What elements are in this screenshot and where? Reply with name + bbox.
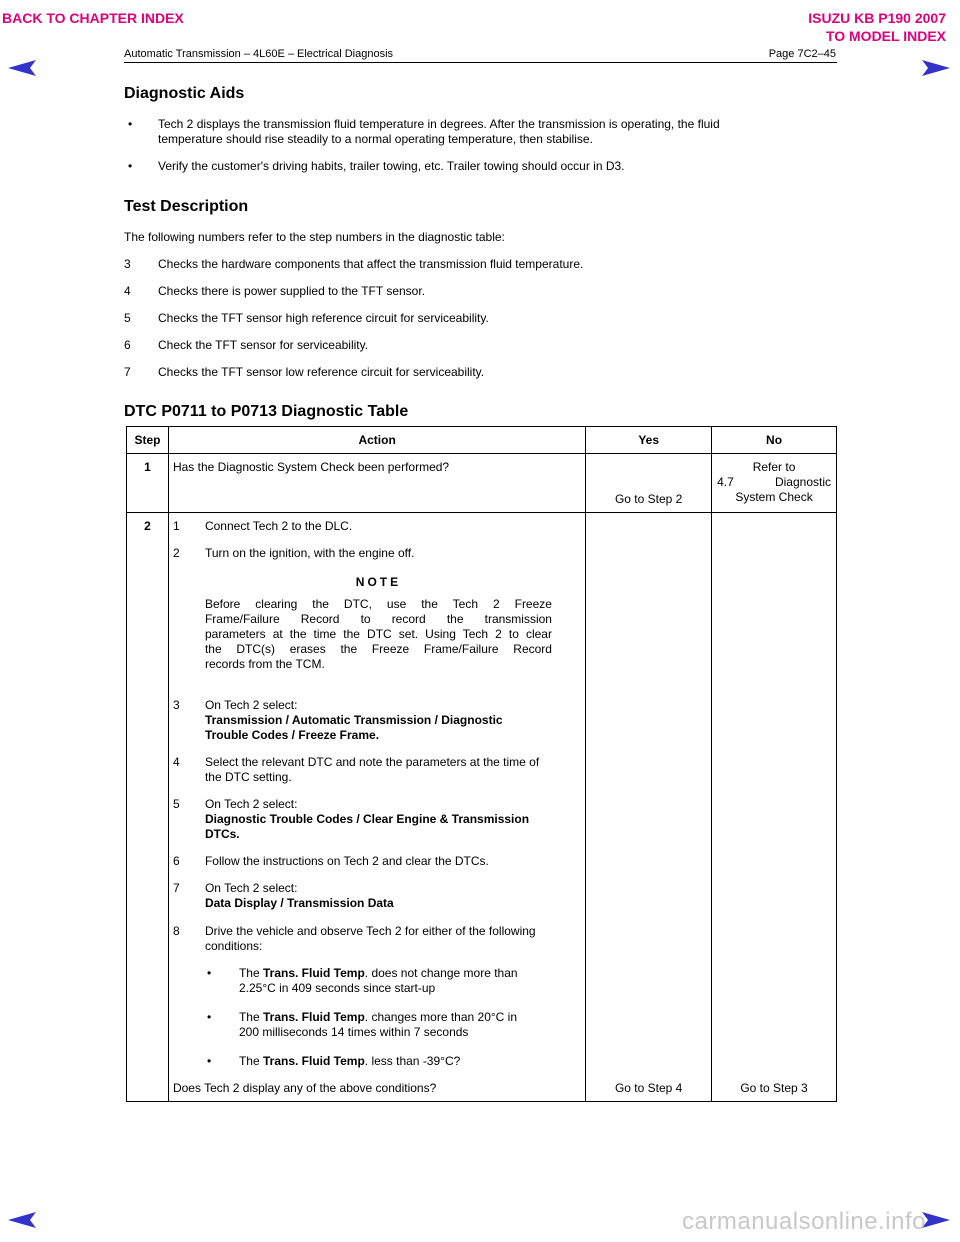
table-row	[127, 454, 837, 513]
menu-path: Diagnostic Trouble Codes / Clear Engine & Transmission	[204, 812, 530, 826]
substep-number: 3	[172, 698, 180, 712]
header-divider	[124, 62, 837, 63]
note-line: the DTC(s) erases the Freeze Frame/Failure Record	[204, 642, 552, 656]
substep-text: conditions:	[204, 939, 263, 953]
yes-cell: Go to Step 4	[586, 513, 712, 1102]
diag-aid-text: temperature should rise steadily to a normal operating temperature, then stabilise.	[158, 132, 593, 146]
arrow-left-icon[interactable]	[8, 1210, 38, 1230]
substep-number: 8	[172, 924, 180, 938]
item-text: Checks the hardware components that affect the transmission fluid temperature.	[158, 257, 584, 271]
diag-aid-text: Tech 2 displays the transmission fluid temperature in degrees. After the transmission is operating, the fluid	[158, 117, 720, 131]
condition-text: The Trans. Fluid Temp. does not change more than	[238, 966, 518, 980]
substep-number: 6	[172, 854, 180, 868]
test-description-intro: The following numbers refer to the step numbers in the diagnostic table:	[124, 230, 505, 244]
substep-number: 2	[172, 546, 180, 560]
substep-text: Drive the vehicle and observe Tech 2 for either of the following	[204, 924, 536, 938]
section-name: Diagnostic	[774, 475, 831, 489]
to-model-index-link[interactable]: TO MODEL INDEX	[825, 28, 946, 44]
bullet-icon: •	[206, 1054, 212, 1068]
diag-aid-text: Verify the customer's driving habits, trailer towing, etc. Trailer towing should occur in D3.	[158, 159, 625, 173]
item-text: Check the TFT sensor for serviceability.	[158, 338, 369, 352]
back-to-chapter-index-link[interactable]: BACK TO CHAPTER INDEX	[2, 10, 184, 26]
item-number: 3	[124, 257, 131, 271]
substep-text: Select the relevant DTC and note the parameters at the time of	[204, 755, 540, 769]
bullet-icon: •	[128, 117, 133, 131]
page-header-title: Automatic Transmission – 4L60E – Electrical Diagnosis	[124, 48, 394, 60]
menu-path: Data Display / Transmission Data	[204, 896, 394, 910]
note-title: NOTE	[355, 575, 402, 589]
no-text: System Check	[735, 490, 813, 504]
item-text: Checks the TFT sensor low reference circuit for serviceability.	[158, 365, 485, 379]
substep-text: Turn on the ignition, with the engine off.	[204, 546, 415, 560]
substep-text: the DTC setting.	[204, 770, 292, 784]
page-number: Page 7C2–45	[768, 48, 836, 60]
header-step: Step	[127, 427, 169, 454]
menu-path: Trouble Codes / Freeze Frame.	[204, 728, 380, 742]
substep-number: 5	[172, 797, 180, 811]
item-number: 5	[124, 311, 131, 325]
item-number: 6	[124, 338, 131, 352]
substep-text: On Tech 2 select:	[204, 698, 298, 712]
substep-number: 4	[172, 755, 180, 769]
menu-path: DTCs.	[204, 827, 240, 841]
step-number: 2	[127, 513, 169, 1102]
note-line: Before clearing the DTC, use the Tech 2 Freeze	[204, 597, 552, 611]
header-yes: Yes	[586, 427, 712, 454]
substep-number: 7	[172, 881, 180, 895]
bullet-icon: •	[206, 966, 212, 980]
question-text: Does Tech 2 display any of the above conditions?	[172, 1081, 437, 1095]
condition-text: The Trans. Fluid Temp. changes more than 20°C in	[238, 1010, 518, 1024]
item-text: Checks the TFT sensor high reference circuit for serviceability.	[158, 311, 489, 325]
substep-text: Connect Tech 2 to the DLC.	[204, 519, 353, 533]
item-text: Checks there is power supplied to the TFT sensor.	[158, 284, 426, 298]
note-line: Frame/Failure Record to record the transmission	[204, 612, 552, 626]
bullet-icon: •	[206, 1010, 212, 1024]
condition-text: The Trans. Fluid Temp. less than -39°C?	[238, 1054, 461, 1068]
substep-text: On Tech 2 select:	[204, 797, 298, 811]
table-header-row	[127, 427, 837, 454]
item-number: 7	[124, 365, 131, 379]
no-cell	[712, 454, 837, 513]
condition-text: 2.25°C in 409 seconds since start-up	[238, 981, 436, 995]
action-text: Has the Diagnostic System Check been performed?	[172, 460, 450, 474]
menu-path: Transmission / Automatic Transmission / Diagnostic	[204, 713, 503, 727]
note-line: parameters at the time the DTC set. Using Tech 2 to clear	[204, 627, 552, 641]
no-text: Refer to	[752, 460, 796, 474]
step-number: 1	[127, 454, 169, 513]
note-line: records from the TCM.	[204, 657, 325, 671]
no-text	[717, 475, 831, 490]
diagnostic-table	[126, 426, 837, 1102]
action-cell	[168, 513, 585, 1102]
test-description-heading: Test Description	[124, 198, 249, 215]
diagnostic-table-title: DTC P0711 to P0713 Diagnostic Table	[124, 403, 409, 420]
no-cell: Go to Step 3	[712, 513, 837, 1102]
condition-text: 200 milliseconds 14 times within 7 seconds	[238, 1025, 469, 1039]
substep-text: On Tech 2 select:	[204, 881, 298, 895]
watermark: carmanualsonline.info	[682, 1208, 926, 1235]
substep-number: 1	[172, 519, 180, 533]
diagnostic-aids-heading: Diagnostic Aids	[124, 85, 245, 102]
bullet-icon: •	[128, 159, 133, 173]
action-cell	[168, 454, 585, 513]
header-no: No	[712, 427, 837, 454]
arrow-left-icon[interactable]	[8, 58, 38, 78]
yes-cell: Go to Step 2	[586, 454, 712, 513]
section-number: 4.7	[717, 475, 734, 489]
model-title[interactable]: ISUZU KB P190 2007	[808, 10, 946, 26]
item-number: 4	[124, 284, 131, 298]
header-action: Action	[168, 427, 585, 454]
substep-text: Follow the instructions on Tech 2 and clear the DTCs.	[204, 854, 489, 868]
table-row	[127, 513, 837, 1102]
arrow-right-icon[interactable]	[920, 58, 950, 78]
